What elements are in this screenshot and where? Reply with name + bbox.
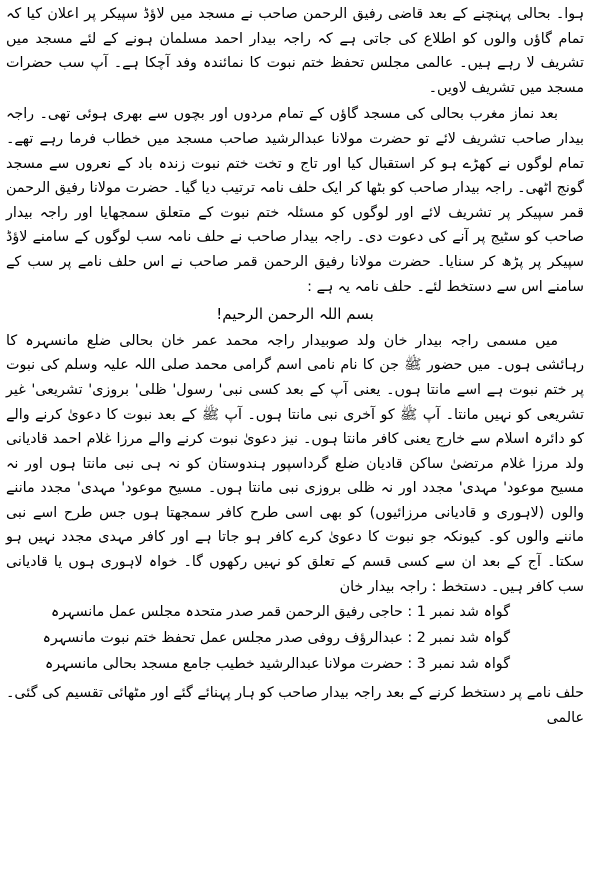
witness-1: گواہ شد نمبر 1 : حاجی رفیق الرحمن قمر صدر متحدہ مجلس عمل مانسہرہ	[50, 604, 510, 621]
signature-line: دستخط : راجہ بیدار خان	[339, 578, 487, 595]
intro-paragraph: ہوا۔ بحالی پہنچنے کے بعد قاضی رفیق الرحمن صاحب نے مسجد میں لاؤڈ سپیکر پر اعلان کیا کہ تمام گاؤں والوں کو اطلاع کی جاتی ہے کہ راجہ بیدار احمد مسلمان ہونے کے لئے مسجد میں تشریف لا رہے ہیں۔ عالمی مجلس تحفظ ختم نبوت کا نمائندہ وفد آچکا ہے۔ آپ سب حضرات مسجد میں تشریف لاویں۔	[6, 6, 584, 96]
witness-2: گواہ شد نمبر 2 : عبدالرؤف روفی صدر مجلس عمل تحفظ ختم نبوت مانسہرہ	[42, 630, 510, 647]
witness-3: گواہ شد نمبر 3 : حضرت مولانا عبدالرشید خطیب جامع مسجد بحالی مانسہرہ	[44, 656, 510, 673]
closing-paragraph: حلف نامے پر دستخط کرنے کے بعد راجہ بیدار صاحب کو ہار پہنائے گئے اور مٹھائی تقسیم کی گئی۔ عالمی	[6, 685, 584, 726]
bismillah-heading: بسم اللہ الرحمن الرحیم!	[216, 305, 374, 324]
oath-text-paragraph	[6, 329, 584, 600]
oath-body: میں مسمی راجہ بیدار خان ولد صوبیدار راجہ محمد عمر خان بحالی ضلع مانسہرہ کا رہائشی ہوں۔ میں حضور ﷺ جن کا نام نامی اسم گرامی محمد صلی اللہ علیہ وسلم کی نبوت پر ختم نبوت ہے اسے مانتا ہوں۔ یعنی آپ کے بعد کسی نبی' رسول' ظلی' بروزی' تشریعی' غیر تشریعی کو نہیں مانتا۔ آپ ﷺ کو آخری نبی مانتا ہوں۔ آپ ﷺ کے بعد نبوت کا دعویٰ کرنے والے کو دائرہ اسلام سے خارج یعنی کافر مانتا ہوں۔ نیز دعویٰ نبوت کرنے والے مرزا غلام احمد قادیانی ولد مرزا غلام مرتضیٰ ساکن قادیان ضلع گرداسپور ہندوستان کو نہ ہی نبی مانتا ہوں اور نہ مسیح موعود' مہدی' مجدد اور نہ ظلی بروزی نبی مانتا ہوں۔ مسیح موعود' مہدی' مجدد ماننے والوں (لاہوری و قادیانی مرزائیوں) کو بھی اسی طرح کافر سمجھتا ہوں جس طرح اسے نبی ماننے والوں کو۔ کیونکہ جو نبوت کا دعویٰ کرے کافر ہو جاتا ہے اور کافر مہدی مجدد نہیں ہو سکتا۔ آج کے بعد ان سے کسی قسم کے تعلق کو نہیں رکھوں گا۔ خواہ لاہوری ہوں یا قادیانی سب کافر ہیں۔	[6, 332, 584, 595]
mosque-gathering-paragraph: بعد نماز مغرب بحالی کی مسجد گاؤں کے تمام مردوں اور بچوں سے بھری ہوئی تھی۔ راجہ بیدار صاحب تشریف لائے تو حضرت مولانا عبدالرشید صاحب مسجد میں خطاب فرما رہے تھے۔ تمام لوگوں نے کھڑے ہو کر استقبال کیا اور تاج و تخت ختم نبوت زندہ باد کے نعروں سے مسجد گونج اٹھی۔ راجہ بیدار صاحب کو بٹھا کر ایک حلف نامہ ترتیب دیا گیا۔ حضرت مولانا رفیق الرحمن قمر سپیکر پر تشریف لائے اور لوگوں کو مسئلہ ختم نبوت کے متعلق سمجھایا اور راجہ بیدار صاحب کو سٹیج پر آنے کی دعوت دی۔ راجہ بیدار صاحب نے حلف نامہ سب لوگوں کے سامنے لاؤڈ سپیکر پر پڑھ کر سنایا۔ حضرت مولانا رفیق الرحمن قمر صاحب نے اس حلف نامے پر سب کے سامنے اس سے دستخط لئے۔ حلف نامہ یہ ہے :	[6, 106, 584, 295]
